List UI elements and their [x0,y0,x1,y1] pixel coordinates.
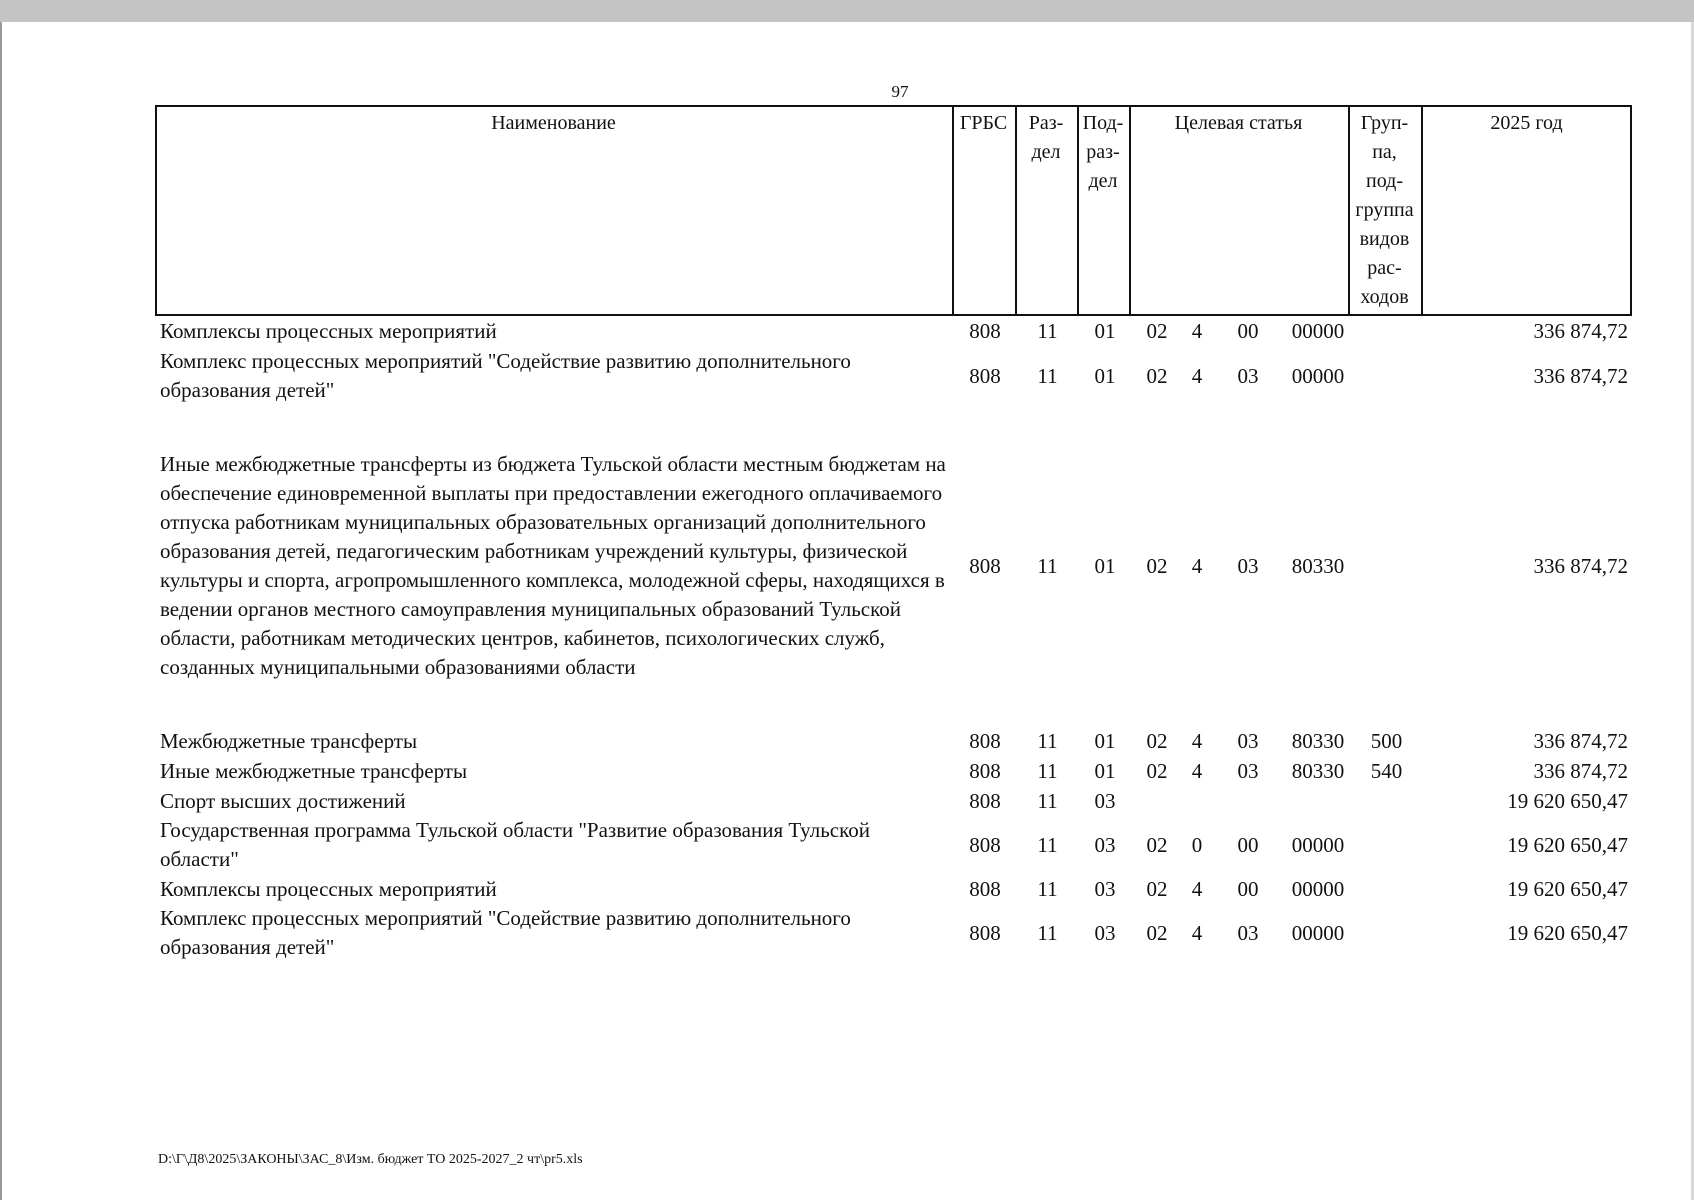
row-expense-group [1350,816,1423,874]
header-target-article: Целевая статья [1174,112,1303,134]
row-razdel: 11 [1037,553,1058,578]
row-target-type: 4 [1191,553,1203,578]
header-grbs: ГРБС [959,112,1008,134]
row-target-type: 4 [1191,363,1203,388]
row-amount: 336 874,72 [1533,363,1628,388]
row-target-program: 02 [1146,920,1168,945]
row-target-direction: 80330 [1291,758,1345,783]
row-target-complex: 00 [1237,318,1259,343]
row-razdel: 11 [1037,920,1058,945]
row-amount: 19 620 650,47 [1507,788,1628,813]
row-target-type: 4 [1191,920,1203,945]
row-podrazdel: 03 [1094,832,1116,857]
row-podrazdel: 01 [1094,318,1116,343]
row-grbs: 808 [969,876,1001,901]
row-amount: 336 874,72 [1533,728,1628,753]
row-name: Комплекс процессных мероприятий "Содействие развитию дополнительного образования детей" [160,349,851,402]
row-expense-group [1350,874,1423,904]
row-target-direction: 80330 [1291,728,1345,753]
row-grbs: 808 [969,788,1001,813]
row-grbs: 808 [969,728,1001,753]
row-expense-group: 540 [1370,758,1403,783]
header-razdel: Раз- дел [1028,112,1064,163]
row-target-program: 02 [1146,728,1168,753]
row-expense-group [1350,347,1423,405]
row-target-complex: 03 [1237,553,1259,578]
row-target-program: 02 [1146,553,1168,578]
row-amount: 19 620 650,47 [1507,920,1628,945]
row-target-type: 4 [1191,318,1203,343]
row-target-type [1182,786,1212,816]
row-target-type: 4 [1191,728,1203,753]
row-podrazdel: 03 [1094,920,1116,945]
row-target-program: 02 [1146,758,1168,783]
row-grbs: 808 [969,832,1001,857]
row-target-program: 02 [1146,832,1168,857]
row-razdel: 11 [1037,876,1058,901]
row-target-program: 02 [1146,318,1168,343]
row-expense-group [1350,316,1423,346]
row-name: Спорт высших достижений [160,788,406,813]
table-row [0,786,1694,816]
table-row [0,904,1694,962]
row-expense-group [1350,433,1423,699]
row-name: Комплексы процессных мероприятий [160,876,497,901]
row-target-direction: 80330 [1291,553,1345,578]
row-podrazdel: 03 [1094,876,1116,901]
row-grbs: 808 [969,318,1001,343]
row-name: Комплекс процессных мероприятий "Содействие развитию дополнительного образования детей" [160,906,851,959]
row-target-type: 0 [1191,832,1203,857]
row-grbs: 808 [969,553,1001,578]
table-row [0,433,1694,699]
header-podrazdel: Под- раз- дел [1082,112,1124,192]
table-row [0,756,1694,786]
row-amount: 336 874,72 [1533,553,1628,578]
header-year: 2025 год [1490,112,1563,134]
row-podrazdel: 03 [1094,788,1116,813]
table-row [0,874,1694,904]
row-target-direction: 00000 [1291,876,1345,901]
row-razdel: 11 [1037,363,1058,388]
row-grbs: 808 [969,920,1001,945]
row-target-direction: 00000 [1291,920,1345,945]
row-razdel: 11 [1037,728,1058,753]
row-podrazdel: 01 [1094,553,1116,578]
row-razdel: 11 [1037,788,1058,813]
row-amount: 336 874,72 [1533,758,1628,783]
row-name: Комплексы процессных мероприятий [160,318,497,343]
row-grbs: 808 [969,758,1001,783]
row-expense-group [1350,904,1423,962]
row-razdel: 11 [1037,832,1058,857]
header-expense-group: Груп- па, под- группа видов рас- ходов [1355,112,1414,308]
row-podrazdel: 01 [1094,758,1116,783]
row-expense-group: 500 [1370,728,1403,753]
row-target-program: 02 [1146,876,1168,901]
scan-top-border [0,0,1694,22]
table-header [155,105,1632,316]
table-row [0,316,1694,346]
row-target-program [1137,786,1177,816]
table-row [0,347,1694,405]
row-target-complex [1228,786,1268,816]
row-razdel: 11 [1037,758,1058,783]
row-target-complex: 00 [1237,876,1259,901]
row-razdel: 11 [1037,318,1058,343]
row-amount: 19 620 650,47 [1507,876,1628,901]
row-name: Иные межбюджетные трансферты из бюджета Тульской области местным бюджетам на обеспечение единовременной выплаты при предоставлении ежегодного оплачиваемого отпуска работникам муниципальных образовательных организаций дополнительного образования детей, педагогическим работникам учреждений культуры, физической культуры и спорта, агропромышленного комплекса, молодежной сферы, находящихся в ведении органов местного самоуправления муниципальных образований Тульской области, работникам методических центров, кабинетов, психологических служб, созданных муниципальными образованиями области [160,452,946,679]
header-name: Наименование [491,112,616,134]
row-target-direction [1278,786,1358,816]
row-target-complex: 03 [1237,728,1259,753]
row-target-type: 4 [1191,876,1203,901]
row-podrazdel: 01 [1094,728,1116,753]
row-target-complex: 03 [1237,758,1259,783]
row-name: Межбюджетные трансферты [160,728,418,753]
row-target-direction: 00000 [1291,832,1345,857]
row-target-complex: 00 [1237,832,1259,857]
row-expense-group [1350,786,1423,816]
table-row [0,816,1694,874]
row-target-complex: 03 [1237,363,1259,388]
row-name: Государственная программа Тульской области "Развитие образования Тульской области" [160,818,870,871]
row-target-direction: 00000 [1291,318,1345,343]
table-row [0,726,1694,756]
row-target-direction: 00000 [1291,363,1345,388]
page-number: 97 [891,82,909,101]
row-target-program: 02 [1146,363,1168,388]
footer-file-path: D:\Г\Д8\2025\ЗАКОНЫ\ЗАС_8\Изм. бюджет ТО 2025-2027_2 чт\pr5.xls [158,1152,583,1167]
row-grbs: 808 [969,363,1001,388]
row-name: Иные межбюджетные трансферты [160,758,468,783]
row-amount: 19 620 650,47 [1507,832,1628,857]
row-podrazdel: 01 [1094,363,1116,388]
row-target-type: 4 [1191,758,1203,783]
row-amount: 336 874,72 [1533,318,1628,343]
row-target-complex: 03 [1237,920,1259,945]
